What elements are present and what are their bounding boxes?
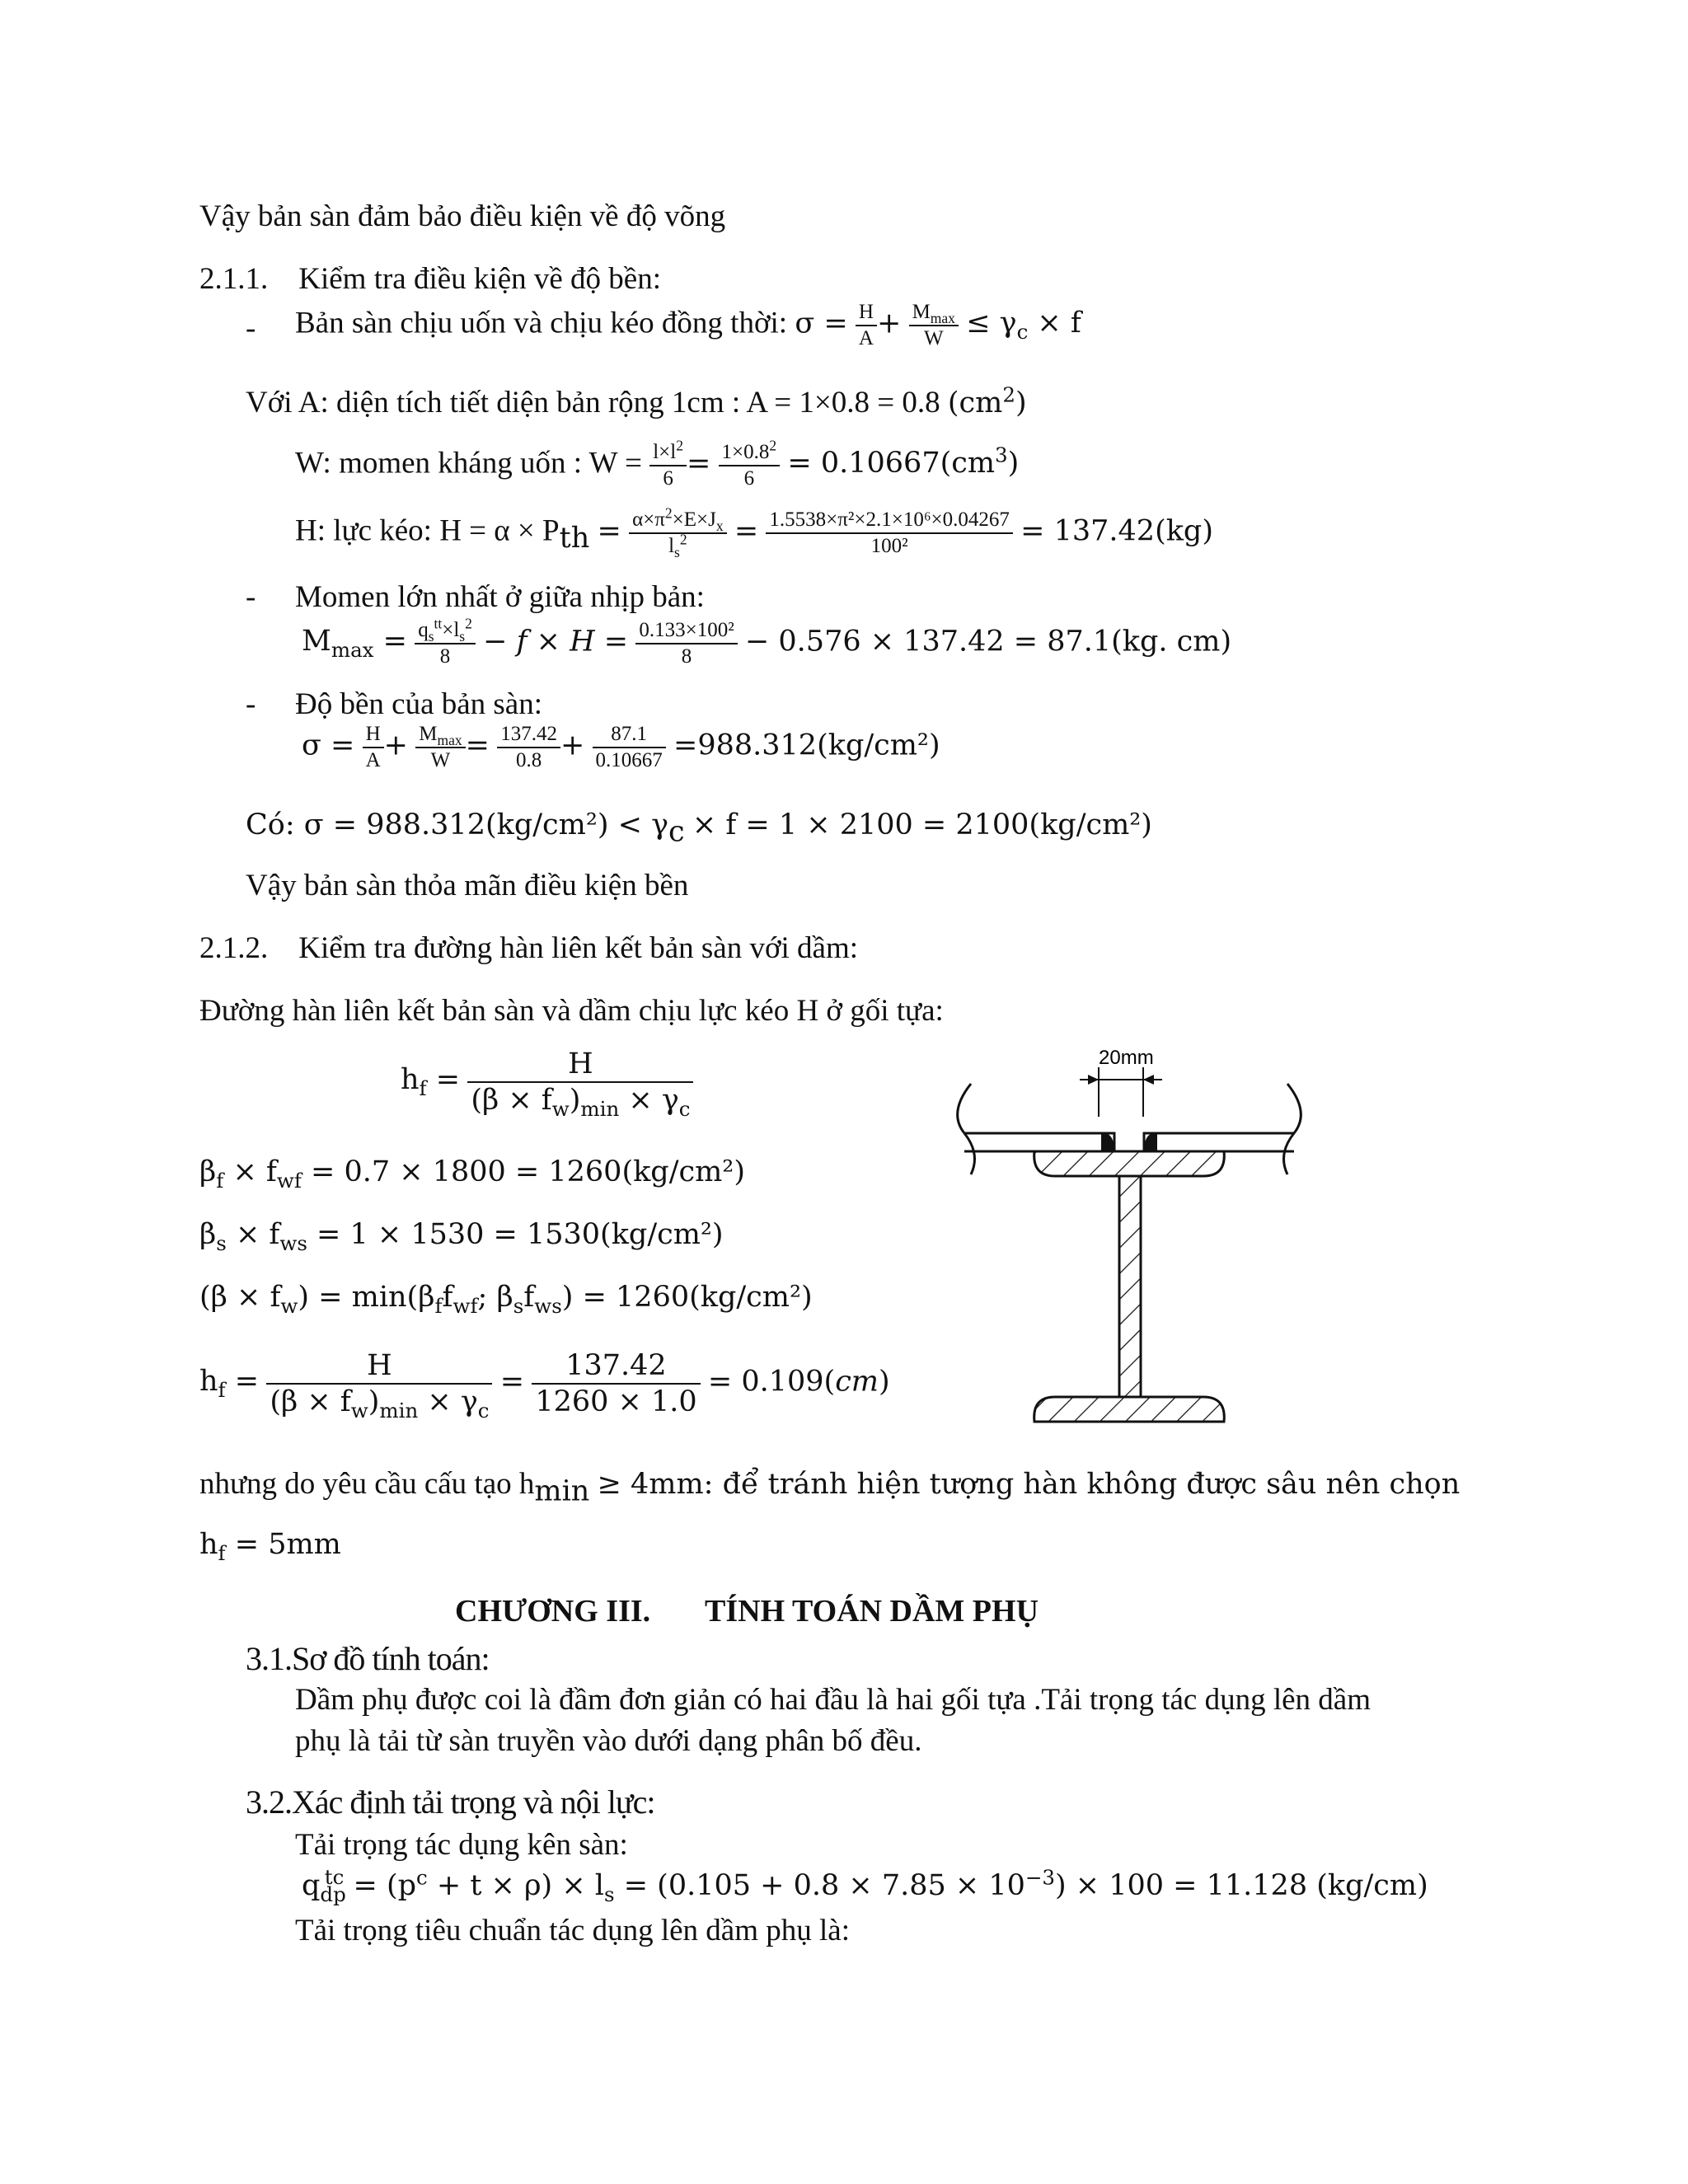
top-flange	[1034, 1151, 1225, 1176]
s32-line3: Tải trọng tiêu chuẩn tác dụng lên dầm phụ là:	[295, 1914, 850, 1947]
weld-right	[1144, 1133, 1157, 1151]
definition-A-text: Với A: diện tích tiết diện bản rộng 1cm : A = 1×0.8 = 0.8	[246, 386, 940, 419]
chapter-title: TÍNH TOÁN DẦM PHỤ	[705, 1594, 1039, 1629]
formula-hf-value: $h_f$ = $\frac{H}{(\beta \times f_w)_{min} \times \gamma_c}$ = $\frac{137.42}{1260 \times 1.0}$ = 0.109(cm)	[199, 1349, 890, 1422]
hf-chosen-value: = 5mm	[234, 1528, 341, 1561]
heading-number: 2.1.1.	[199, 262, 269, 296]
chapter-heading	[455, 1594, 1039, 1630]
beta-s-result: = 1 × 1530 = 1530(kg/cm²)	[316, 1218, 724, 1251]
formula-Mmax: $M_{max}$ = $\frac{q_s^{tt}\times l_s^2}{8}$ − f × H = $\frac{\text{0.133×100²}}{8}$ − 0.576 × 137.42 = 87.1(kg. cm)	[302, 615, 1232, 668]
heading-3-2: 3.2.Xác định tải trọng và nội lực:	[246, 1783, 655, 1821]
bullet-dash: -	[246, 312, 256, 345]
definition-A: Với A: diện tích tiết diện bản rộng 1cm : A = 1×0.8 = 0.8 $(cm^2)$	[246, 382, 1027, 419]
bullet-do-ben: Độ bền của bản sàn:	[295, 687, 543, 721]
bullet-dash: -	[246, 580, 256, 614]
h-label: H: lực kéo: H = α × P	[295, 513, 560, 548]
sig-n1: 137.42	[497, 722, 560, 748]
hf-d2: 1260 × 1.0	[535, 1385, 697, 1418]
weld-intro: Đường hàn liên kết bản sàn và dầm chịu lực kéo H ở gối tựa:	[199, 994, 944, 1028]
heading-title: Kiểm tra điều kiện về độ bền:	[298, 262, 662, 296]
q-eq-d: ) × 100 = 11.128 (kg/cm)	[1055, 1869, 1428, 1902]
dimension-arrow-left	[1088, 1075, 1099, 1085]
hf-unit: cm	[835, 1365, 879, 1399]
s31-line2: phụ là tải từ sàn truyền vào dưới dạng phân bố đều.	[295, 1724, 922, 1758]
formula-beta-s: $\beta_s \times f_{ws} = 1 \times 1530 = 1530(kg/cm^2)$	[199, 1218, 724, 1255]
floor-plate-left	[964, 1133, 1114, 1151]
bottom-flange	[1034, 1397, 1225, 1422]
heading-2-1-1	[199, 262, 661, 298]
formula-beta-min: $(\beta \times f_w) = \min(\beta_ff_{wf}$; $\beta_sf_{ws}) = 1260(kg/cm^2)$	[199, 1281, 813, 1318]
weld-left	[1101, 1133, 1114, 1151]
dimension-arrow-right	[1143, 1075, 1154, 1085]
hmin-text-b: ≥ 4mm: để tránh hiện tượng hàn không được sâu nên chọn	[597, 1468, 1461, 1501]
chapter-number: CHƯƠNG III.	[455, 1594, 651, 1629]
bullet-text: Bản sàn chịu uốn và chịu kéo đồng thời:	[295, 306, 788, 340]
hf-n2: 137.42	[532, 1348, 700, 1385]
h-result: = 137.42(kg)	[1020, 514, 1213, 548]
beta-f-result: = 0.7 × 1800 = 1260(kg/cm²)	[311, 1155, 745, 1188]
formula-sigma-condition: Bản sàn chịu uốn và chịu kéo đồng thời: σ = $\frac{H}{A}$ + $\frac{M_{max}}{W}$ ≤ $\gamma_c \times f$	[295, 301, 1081, 349]
formula-hf: $h_f$ = $\frac{H}{(\beta \times f_w)_{min} \times \gamma_c}$	[401, 1047, 693, 1118]
compare-b: × f = 1 × 2100 = 2100(kg/cm²)	[692, 808, 1152, 841]
formula-beta-f: $\beta_f \times f_{wf} = 0.7 \times 1800 = 1260(kg/cm^2)$	[199, 1155, 745, 1193]
formula-q-dp: $q_{dp}^{tc} = (p^c + t \times \rho) \times l_s = (0.105 + 0.8 \times 7.85 \times 10^{-3}) \times 100 = 11.128$ (kg/cm)	[302, 1865, 1428, 1906]
sig-result: =988.312(kg/cm²)	[673, 729, 940, 762]
compare-line: Có: $\sigma = 988.312(kg/cm^2) < \gamma_c \times f = 1 \times 2100 = 2100(kg/cm^2)$	[246, 808, 1152, 849]
hmin-text-a: nhưng do yêu cầu cấu tạo h	[199, 1467, 535, 1501]
w-result: = 0.10667(cm	[787, 447, 996, 480]
hf-result: = 0.109(	[707, 1365, 836, 1399]
heading-number: 2.1.2.	[199, 931, 269, 965]
s32-line1: Tải trọng tác dụng kên sàn:	[295, 1828, 628, 1862]
beam-web	[1119, 1176, 1141, 1397]
compare-a: Có: σ = 988.312(kg/cm²) < γ	[246, 808, 669, 841]
m-result: − 0.576 × 137.42 = 87.1(kg. cm)	[744, 625, 1232, 658]
w-label: W: momen kháng uốn : W =	[295, 446, 642, 480]
beam-weld-figure	[948, 1034, 1311, 1446]
bullet-momen: Momen lớn nhất ở giữa nhịp bản:	[295, 580, 705, 614]
formula-hf-chosen: $h_f = 5mm$	[199, 1528, 341, 1565]
sig-d2: 0.10667	[595, 749, 663, 771]
paragraph-deflection-ok: Vậy bản sàn đảm bảo điều kiện về độ võng	[199, 199, 726, 233]
s31-line1: Dầm phụ được coi là đầm đơn giản có hai đầu là hai gối tựa .Tải trọng tác dụng lên dầm	[295, 1683, 1372, 1717]
sig-n2: 87.1	[593, 722, 666, 748]
h-frac-den: 100²	[870, 535, 908, 557]
paragraph-strength-ok: Vậy bản sàn thỏa mãn điều kiện bền	[246, 869, 689, 902]
heading-title: Kiểm tra đường hàn liên kết bản sàn với dầm:	[298, 931, 859, 965]
dimension-label: 20mm	[1099, 1047, 1154, 1069]
formula-W: W: momen kháng uốn : W = $\frac{l\times l^2}{6}$ = $\frac{1\times 0.8^2}{6}$ = $0.10667(cm^3)$	[295, 437, 1020, 490]
floor-plate-right	[1144, 1133, 1294, 1151]
beta-min-result: = 1260(kg/cm²)	[582, 1281, 813, 1314]
formula-H: H: lực kéo: $H = \alpha \times P_{th}$ = $\frac{\alpha\times\pi^2\times E\times J_x}{l_s^2}$ = $\frac{\text{1.5538×π²×2.1×10⁶×0.04267}}{\text{100²}}$ = 137.42(kg)	[295, 504, 1213, 560]
formula-sigma-value: σ = $\frac{H}{A}$ + $\frac{M_{max}}{W}$ = $\frac{137.42}{0.8}$ + $\frac{87.1}{0.10667}$ =988.312(kg/cm²)	[302, 723, 940, 771]
q-eq-c: = (0.105 + 0.8 × 7.85 × 10	[623, 1869, 1025, 1902]
q-eq-a: = (p	[353, 1869, 417, 1902]
paragraph-hmin: nhưng do yêu cầu cấu tạo $h_{min} \ge 4mm$: để tránh hiện tượng hàn không được sâu nên chọn	[199, 1467, 1461, 1508]
m-frac-num: 0.133×100²	[635, 618, 737, 644]
break-line-left	[958, 1084, 975, 1174]
sig-d1: 0.8	[515, 749, 542, 771]
q-eq-b: + t × ρ) × l	[436, 1869, 604, 1902]
heading-2-1-2	[199, 931, 858, 967]
bullet-dash: -	[246, 687, 256, 721]
h-frac-num: 1.5538×π²×2.1×10⁶×0.04267	[766, 508, 1012, 534]
break-line-right	[1284, 1084, 1301, 1174]
heading-3-1: 3.1.Sơ đồ tính toán:	[246, 1640, 490, 1677]
